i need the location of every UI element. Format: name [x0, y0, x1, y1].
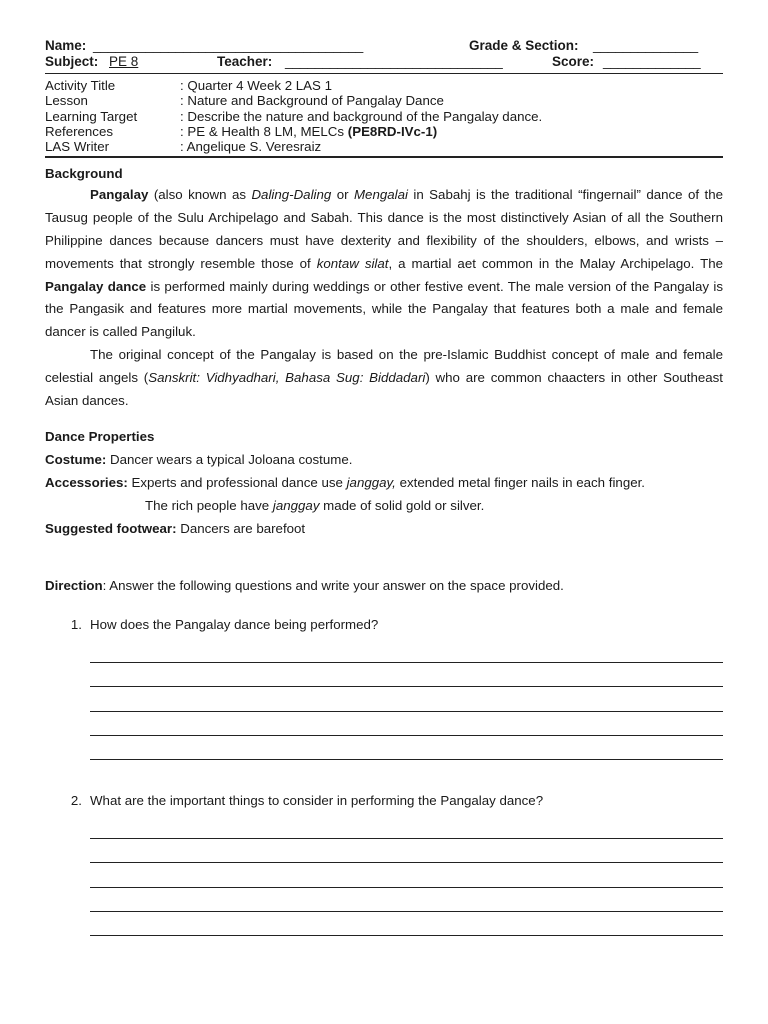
background-heading: Background [45, 166, 123, 182]
answer-line[interactable] [90, 814, 723, 838]
subject-label: Subject: [45, 54, 99, 69]
question-number: 2. [70, 793, 82, 809]
answer-line[interactable] [90, 863, 723, 887]
worksheet-page [45, 38, 723, 936]
name-blank[interactable]: ____________________________________ [93, 38, 364, 53]
answer-line[interactable] [90, 638, 723, 662]
answer-line[interactable] [90, 687, 723, 711]
info-divider [45, 156, 723, 158]
subject-value: PE 8 [109, 54, 139, 69]
question-2 [45, 792, 723, 810]
answer-line[interactable] [90, 736, 723, 760]
direction-line: Direction: Answer the following questions and write your answer on the space provided. [45, 578, 564, 594]
rich-people-row: The rich people have janggay made of solid gold or silver. [145, 497, 485, 513]
info-row-activity-title: Activity Title : Quarter 4 Week 2 LAS 1 [45, 78, 333, 93]
dance-properties [45, 426, 723, 540]
background-paragraph-1: Pangalay (also known as Daling-Daling or Mengalai in Sabahj is the traditional “fingernail” dance of the Tausug people of the Sulu Archipelago and Sabah. This dance is the most distinctively Asian of all the Southern Philippine dances because dancers must have dexterity and flexibility of the shoulders, elbows, and wrists – movements that strongly resemble those of kontaw silat, a martial aet common in the Malay Archipelago. The Pangalay dance is performed mainly during weddings or other festive event. The male version of the Pangalay is the Pangasik and features more martial movements, while the Pangalay that features both a male and female dancer is called Pangiluk. [45, 187, 723, 340]
footwear-row: Suggested footwear: Dancers are barefoot [45, 520, 306, 536]
header-row-1 [45, 38, 723, 54]
question-1 [45, 616, 723, 634]
answer-space-2[interactable] [90, 814, 723, 936]
info-row-las-writer: LAS Writer : Angelique S. Veresraiz [45, 139, 322, 155]
question-number: 1. [70, 617, 82, 633]
answer-space-1[interactable] [90, 638, 723, 760]
answer-line[interactable] [90, 663, 723, 687]
accessories-row: Accessories: Experts and professional dance use janggay, extended metal finger nails in each finger. [45, 475, 645, 491]
info-row-learning-target: Learning Target : Describe the nature and background of the Pangalay dance. [45, 108, 543, 124]
question-text: What are the important things to consider in performing the Pangalay dance? [90, 793, 544, 809]
info-row-lesson: Lesson : Nature and Background of Pangalay Dance [45, 93, 444, 109]
name-label: Name: [45, 38, 87, 53]
score-blank[interactable]: _____________ [603, 54, 701, 69]
question-text: How does the Pangalay dance being performed? [90, 617, 379, 633]
answer-line[interactable] [90, 712, 723, 736]
costume-row: Costume: Dancer wears a typical Joloana costume. [45, 452, 353, 468]
header-row-2 [45, 54, 723, 70]
teacher-blank[interactable]: _____________________________ [285, 54, 503, 69]
score-label: Score: [552, 54, 595, 69]
header-divider [45, 73, 723, 74]
background-paragraph-2: The original concept of the Pangalay is based on the pre-Islamic Buddhist concept of male and female celestial angels (Sanskrit: Vidhyadhari, Bahasa Sug: Biddadari) who are common chaacters in other Southeast Asian dances. [45, 347, 723, 408]
grade-label: Grade & Section: [469, 38, 579, 53]
dance-properties-heading: Dance Properties [45, 429, 155, 445]
teacher-label: Teacher: [217, 54, 273, 69]
answer-line[interactable] [90, 839, 723, 863]
melc-code: (PE8RD-IVc-1) [347, 123, 438, 139]
info-row-references: References : PE & Health 8 LM, MELCs (PE8RD-IVc-1) [45, 123, 438, 139]
activity-info [45, 78, 723, 154]
answer-line[interactable] [90, 912, 723, 936]
answer-line[interactable] [90, 888, 723, 912]
grade-blank[interactable]: ______________ [593, 38, 699, 53]
